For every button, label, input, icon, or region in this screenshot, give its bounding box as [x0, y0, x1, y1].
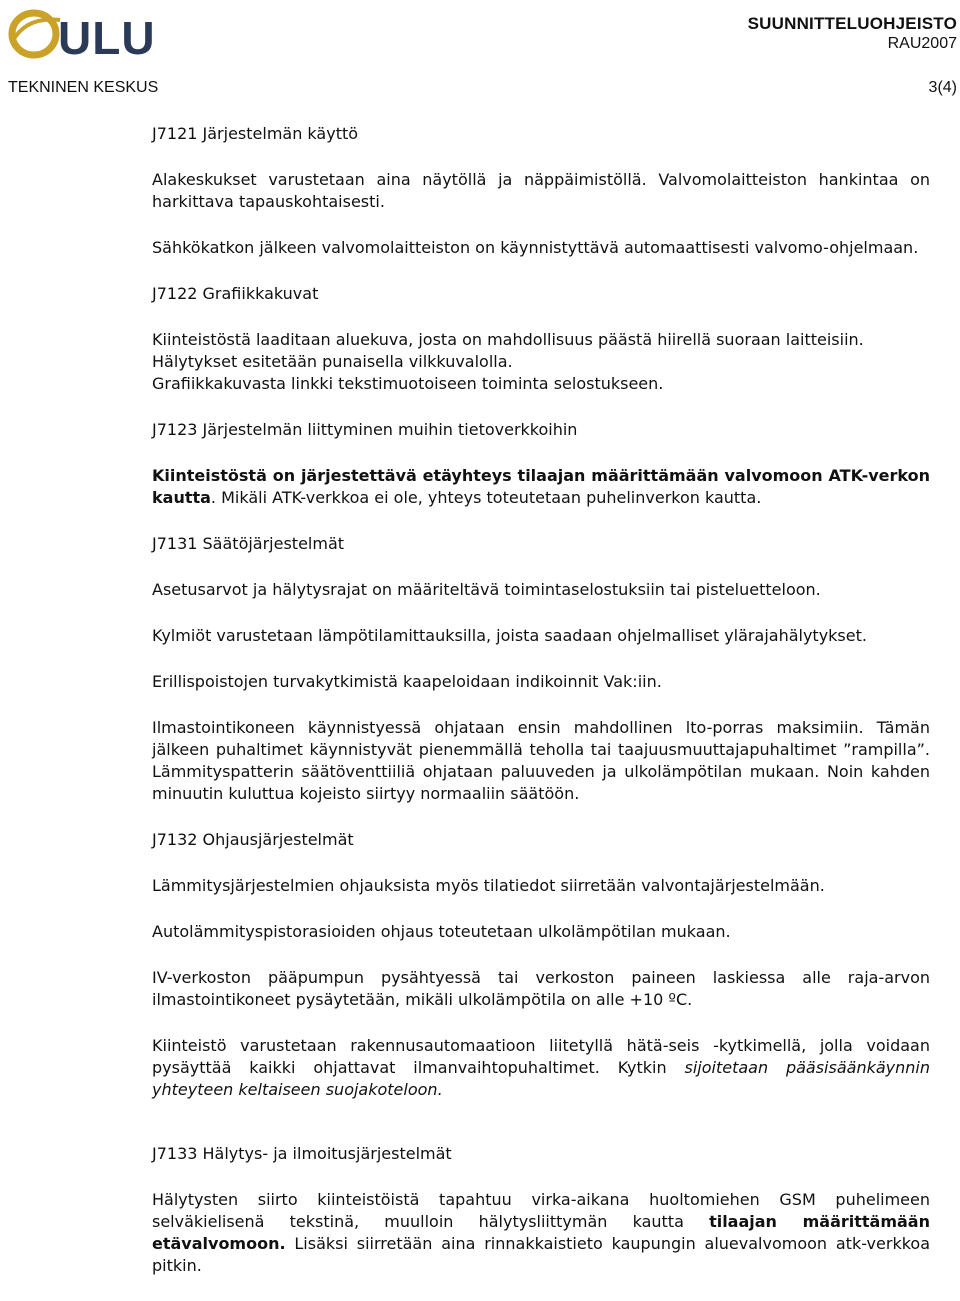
paragraph: Erillispoistojen turvakytkimistä kaapeloidaan indikoinnit Vak:iin.: [152, 672, 662, 691]
paragraph: IV-verkoston pääpumpun pysähtyessä tai verkoston paineen laskiessa alle raja-arvon ilmastointikoneet pysäytetään, mikäli ulkolämpötila on alle +10 ºC.: [152, 968, 930, 1009]
paragraph: Asetusarvot ja hälytysrajat on määriteltävä toimintaselostuksiin tai pisteluetteloon.: [152, 580, 821, 599]
document-header: [748, 14, 957, 54]
paragraph: Autolämmityspistorasioiden ohjaus toteutetaan ulkolämpötilan mukaan.: [152, 922, 731, 941]
paragraph: Sähkökatkon jälkeen valvomolaitteiston on käynnistyttävä automaattisesti valvomo-ohjelmaan.: [152, 238, 919, 257]
section-heading: J7133 Hälytys- ja ilmoitusjärjestelmät: [152, 1144, 452, 1163]
text-line: Hälytykset esitetään punaisella vilkkuvalolla.: [152, 352, 513, 371]
text-span: . Mikäli ATK-verkkoa ei ole, yhteys toteutetaan puhelinverkon kautta.: [210, 488, 762, 507]
page-number: 3(4): [928, 79, 957, 96]
paragraph: Alakeskukset varustetaan aina näytöllä ja näppäimistöllä. Valvomolaitteiston hankintaa on harkittava tapauskohtaisesti.: [152, 170, 930, 211]
text-span: Lisäksi siirretään aina rinnakkaistieto kaupungin aluevalvomoon atk-verkkoa pitkin.: [152, 1234, 930, 1275]
paragraph: [152, 1189, 930, 1277]
bold-text: tilaajan määrittämään etävalvomoon.: [152, 1212, 930, 1253]
paragraph: Kylmiöt varustetaan lämpötilamittauksilla, joista saadaan ohjelmalliset ylärajahälytykset.: [152, 626, 867, 645]
section-heading: J7121 Järjestelmän käyttö: [152, 124, 359, 143]
bold-text: Kiinteistöstä on järjestettävä etäyhteys tilaajan määrittämään valvomoon ATK-verkon kautta: [152, 466, 930, 507]
document-body: [152, 123, 930, 1301]
italic-text: sijoitetaan pääsisäänkäynnin yhteyteen keltaiseen suojakoteloon.: [152, 1058, 930, 1099]
text-line: Kiinteistöstä laaditaan aluekuva, josta on mahdollisuus päästä hiirellä suoraan laitteisiin.: [152, 330, 864, 349]
section-heading: J7122 Grafiikkakuvat: [152, 284, 319, 303]
text-line: Grafiikkakuvasta linkki tekstimuotoiseen toiminta selostukseen.: [152, 374, 664, 393]
text-span: Kiinteistö varustetaan rakennusautomaatioon liitetyllä hätä-seis -kytkimellä, jolla voidaan pysäyttää kaikki ohjattavat ilmanvaihtopuhaltimet. Kytkin: [152, 1036, 930, 1077]
paragraph: Ilmastointikoneen käynnistyessä ohjataan ensin mahdollinen lto-porras maksimiin. Tämän jälkeen puhaltimet käynnistyvät pienemmällä teholla tai taajuusmuuttajapuhaltimet ”rampilla”. Lämmityspatterin säätöventtiiliä ohjataan paluuveden ja ulkolämpötilan mukaan. Noin kahden minuutin kuluttua kojeisto siirtyy normaaliin säätöön.: [152, 718, 930, 803]
section-heading: J7131 Säätöjärjestelmät: [152, 534, 345, 553]
oulu-logo: [6, 2, 166, 62]
text-span: Hälytysten siirto kiinteistöistä tapahtuu virka-aikana huoltomiehen GSM puhelimeen selväkielisenä tekstinä, muulloin hälytysliittymän kautta: [152, 1190, 930, 1231]
paragraph: Lämmitysjärjestelmien ohjauksista myös tilatiedot siirretään valvontajärjestelmään.: [152, 876, 825, 895]
paragraph: [152, 465, 930, 509]
document-code: RAU2007: [887, 35, 957, 52]
document-title: SUUNNITTELUOHJEISTO: [747, 14, 957, 33]
section-heading: J7123 Järjestelmän liittyminen muihin tietoverkkoihin: [152, 420, 578, 439]
oulu-logo-mark: [6, 2, 166, 62]
paragraph-block: [152, 329, 930, 395]
svg-text:ULU: ULU: [58, 12, 156, 62]
paragraph: [152, 1035, 930, 1101]
department-name: TEKNINEN KESKUS: [8, 79, 159, 96]
spacer: [152, 1125, 930, 1143]
section-heading: J7132 Ohjausjärjestelmät: [152, 830, 354, 849]
